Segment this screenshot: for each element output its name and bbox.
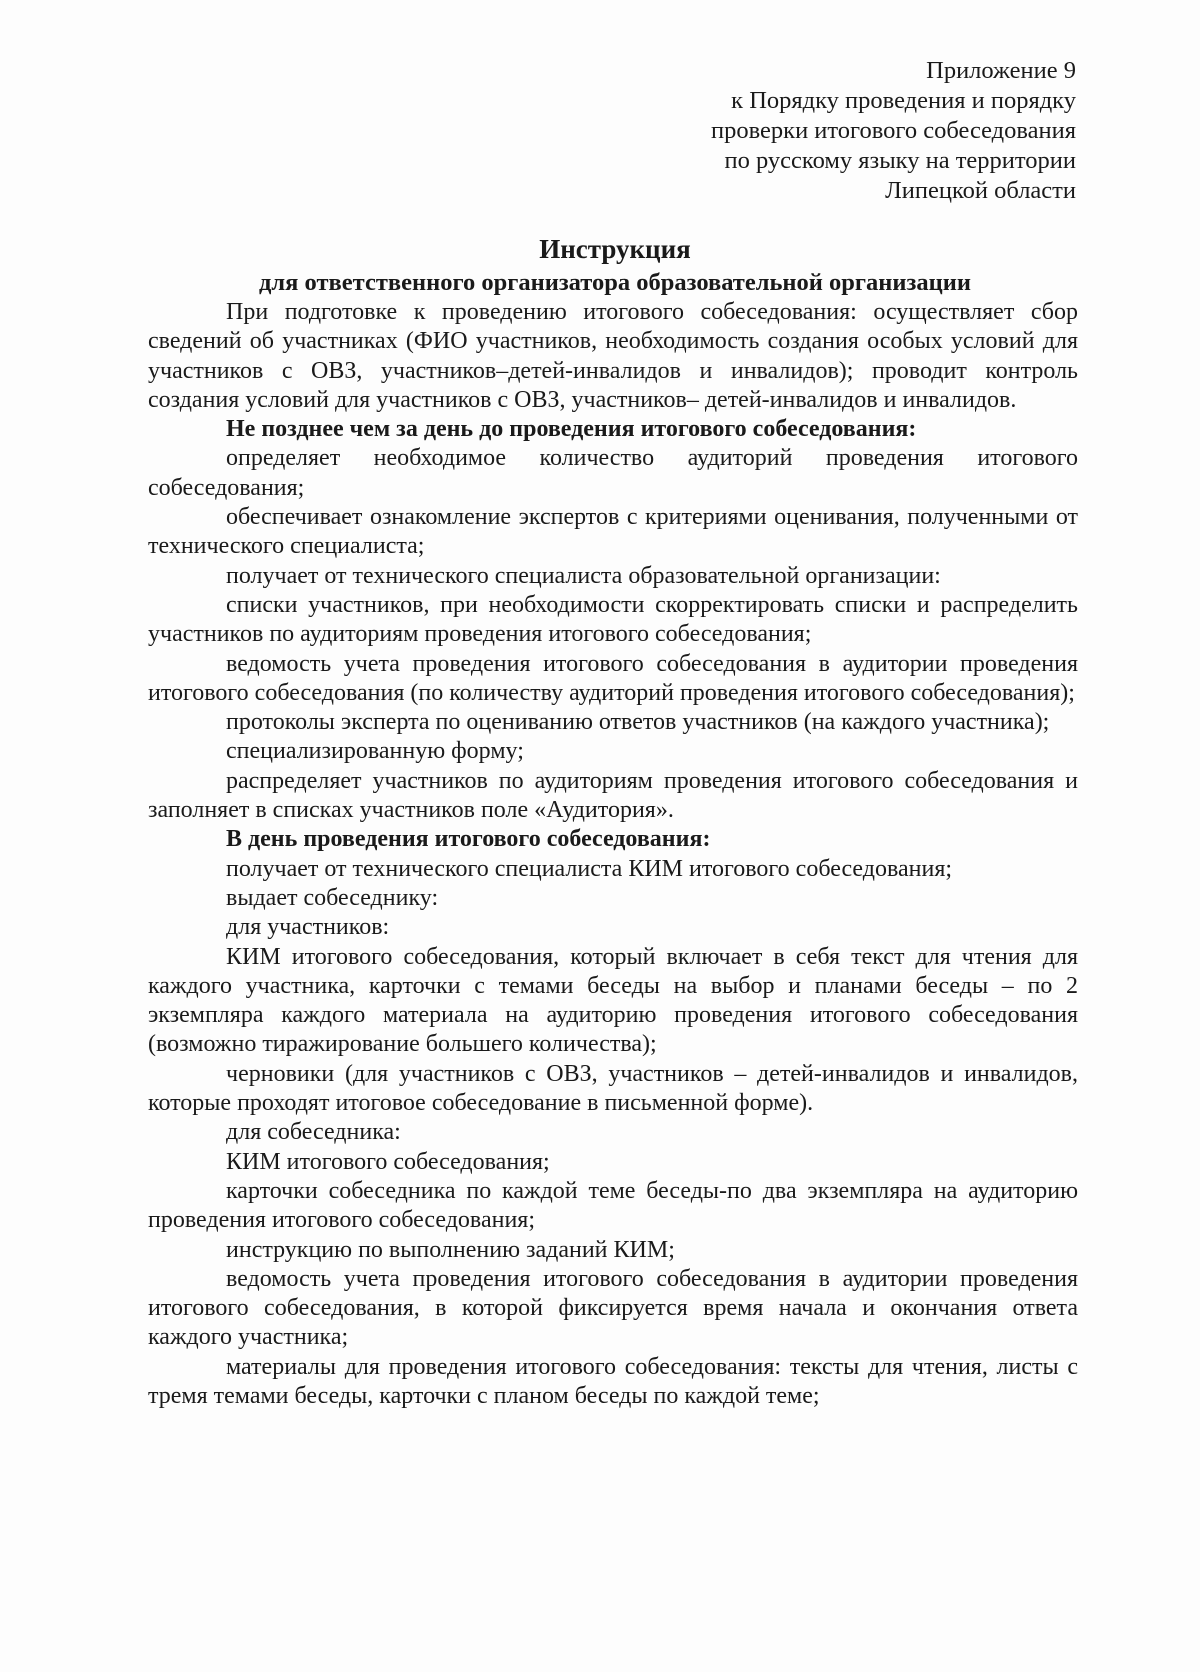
document-title: Инструкция: [539, 234, 691, 264]
paragraph: ведомость учета проведения итогового собеседования в аудитории проведения итогового собеседования (по количеству аудиторий проведения итогового собеседования);: [148, 650, 1078, 706]
header-line: по русскому языку на территории: [724, 147, 1076, 174]
paragraph: выдает собеседнику:: [226, 884, 439, 911]
paragraph: специализированную форму;: [226, 738, 524, 765]
appendix-header: [516, 56, 1076, 206]
paragraph: материалы для проведения итогового собеседования: тексты для чтения, листы с тремя темами беседы, карточки с планом беседы по каждой теме;: [148, 1353, 1078, 1409]
paragraph: карточки собеседника по каждой теме беседы-по два экземпляра на аудиторию проведения итогового собеседования;: [148, 1177, 1078, 1234]
section-heading: В день проведения итогового собеседования:: [226, 826, 711, 853]
header-line: Приложение 9: [926, 57, 1076, 84]
paragraph: инструкцию по выполнению заданий КИМ;: [226, 1236, 675, 1263]
paragraph: При подготовке к проведению итогового собеседования: осуществляет сбор сведений об участниках (ФИО участников, необходимость создания особых условий для участников с ОВЗ, участников–детей-инвалидов и инвалидов); проводит контроль создания условий для участников с ОВЗ, участников– детей-инвалидов и инвалидов.: [148, 299, 1078, 413]
paragraph: черновики (для участников с ОВЗ, участников – детей-инвалидов и инвалидов, которые проходят итоговое собеседование в письменной форме).: [148, 1060, 1078, 1117]
paragraph: ведомость учета проведения итогового собеседования в аудитории проведения итогового собеседования, в которой фиксируется время начала и окончания ответа каждого участника;: [148, 1265, 1078, 1351]
header-line: Липецкой области: [885, 177, 1076, 204]
document-subtitle: для ответственного организатора образовательной организации: [259, 269, 971, 296]
paragraph: получает от технического специалиста КИМ итогового собеседования;: [226, 855, 953, 882]
paragraph: определяет необходимое количество аудиторий проведения итогового собеседования;: [148, 445, 1078, 501]
paragraph: обеспечивает ознакомление экспертов с критериями оценивания, полученными от технического специалиста;: [148, 504, 1078, 560]
paragraph: КИМ итогового собеседования, который включает в себя текст для чтения для каждого участника, карточки с темами беседы на выбор и планами беседы – по 2 экземпляра каждого материала на аудиторию проведения итогового собеседования (возможно тиражирование большего количества);: [148, 943, 1078, 1058]
paragraph: КИМ итогового собеседования;: [226, 1148, 550, 1175]
paragraph: получает от технического специалиста образовательной организации:: [226, 562, 941, 589]
paragraph: для собеседника:: [226, 1119, 401, 1146]
paragraph: списки участников, при необходимости скорректировать списки и распределить участников по аудиториям проведения итогового собеседования;: [148, 591, 1078, 648]
header-line: к Порядку проведения и порядку: [731, 87, 1076, 114]
paragraph: распределяет участников по аудиториям проведения итогового собеседования и заполняет в списках участников поле «Аудитория».: [148, 767, 1078, 824]
section-heading: Не позднее чем за день до проведения итогового собеседования:: [226, 416, 917, 443]
paragraph: протоколы эксперта по оцениванию ответов участников (на каждого участника);: [226, 709, 1050, 736]
document-body: [148, 298, 1078, 1411]
header-line: проверки итогового собеседования: [711, 117, 1076, 144]
paragraph: для участников:: [226, 914, 390, 941]
